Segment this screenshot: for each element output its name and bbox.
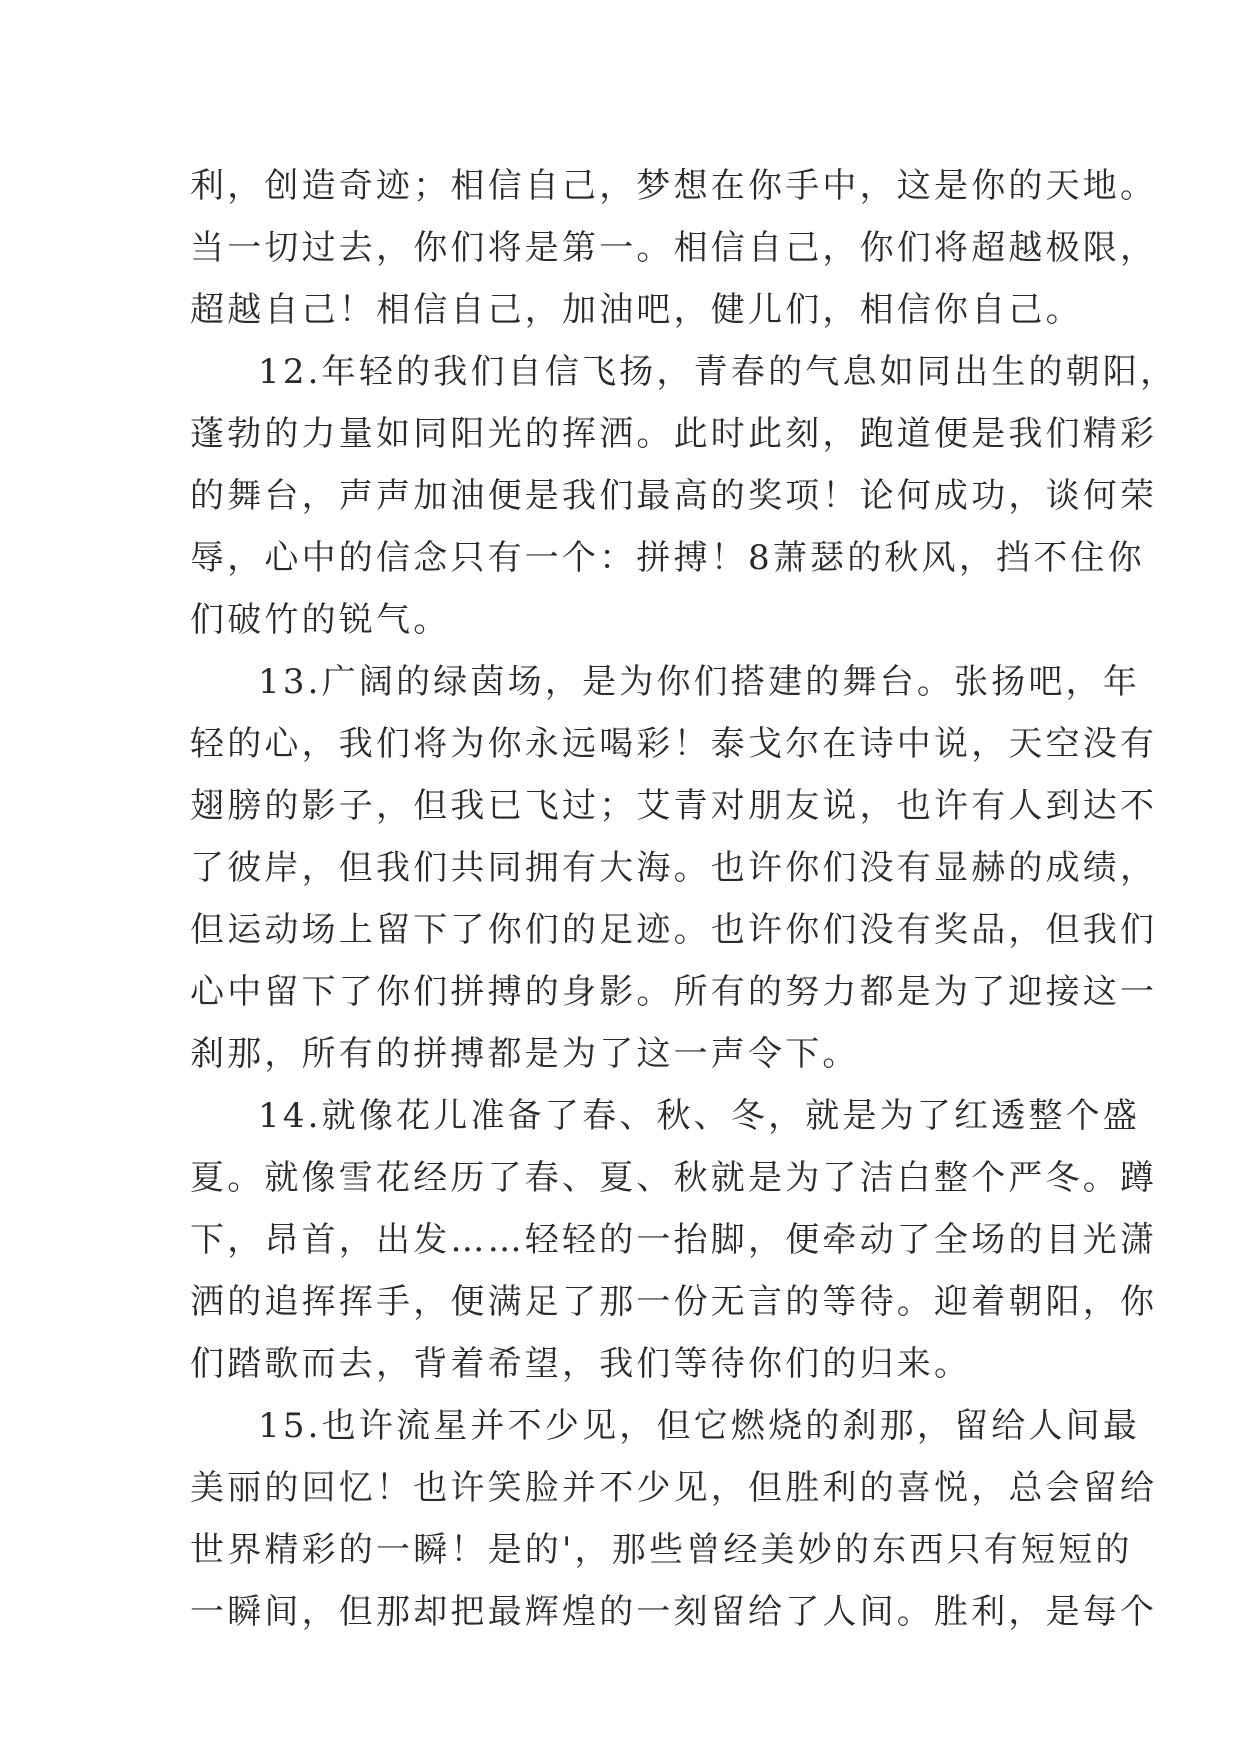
text-line: 了彼岸，但我们共同拥有大海。也许你们没有显赫的成绩， [190,848,1158,888]
text-line: 洒的追挥挥手，便满足了那一份无言的等待。迎着朝阳，你 [190,1282,1158,1322]
text-line: 夏。就像雪花经历了春、夏、秋就是为了洁白整个严冬。蹲 [190,1158,1158,1198]
text-line: 当一切过去，你们将是第一。相信自己，你们将超越极限， [190,228,1158,268]
text-line: 翅膀的影子，但我已飞过；艾青对朋友说，也许有人到达不 [190,786,1158,826]
text-line: 一瞬间，但那却把最辉煌的一刻留给了人间。胜利，是每个 [190,1592,1158,1632]
text-line: 世界精彩的一瞬！是的'，那些曾经美妙的东西只有短短的 [190,1530,1133,1570]
text-line: 蓬勃的力量如同阳光的挥洒。此时此刻，跑道便是我们精彩 [190,414,1158,454]
paragraph-13-start: 13.广阔的绿茵场，是为你们搭建的舞台。张扬吧，年 [258,662,1141,702]
text-line: 刹那，所有的拼搏都是为了这一声令下。 [190,1034,860,1074]
text-line: 心中留下了你们拼搏的身影。所有的努力都是为了迎接这一 [190,972,1158,1012]
text-line: 超越自己！相信自己，加油吧，健儿们，相信你自己。 [190,290,1083,330]
text-line: 的舞台，声声加油便是我们最高的奖项！论何成功，谈何荣 [190,476,1158,516]
text-line: 辱，心中的信念只有一个：拼搏！8萧瑟的秋风，挡不住你 [190,538,1145,578]
text-line: 美丽的回忆！也许笑脸并不少见，但胜利的喜悦，总会留给 [190,1468,1158,1508]
paragraph-15-start: 15.也许流星并不少见，但它燃烧的刹那，留给人间最 [258,1406,1141,1446]
text-line: 利，创造奇迹；相信自己，梦想在你手中，这是你的天地。 [190,166,1158,206]
document-body [190,155,1178,1643]
text-line: 但运动场上留下了你们的足迹。也许你们没有奖品，但我们 [190,910,1158,950]
text-line: 们破竹的锐气。 [190,600,451,640]
text-line: 下，昂首，出发……轻轻的一抬脚，便牵动了全场的目光潇 [190,1220,1158,1260]
paragraph-14-start: 14.就像花儿准备了春、秋、冬，就是为了红透整个盛 [258,1096,1141,1136]
text-line: 轻的心，我们将为你永远喝彩！泰戈尔在诗中说，天空没有 [190,724,1158,764]
text-line: 们踏歌而去，背着希望，我们等待你们的归来。 [190,1344,972,1384]
paragraph-12-start: 12.年轻的我们自信飞扬，青春的气息如同出生的朝阳， [258,352,1178,392]
